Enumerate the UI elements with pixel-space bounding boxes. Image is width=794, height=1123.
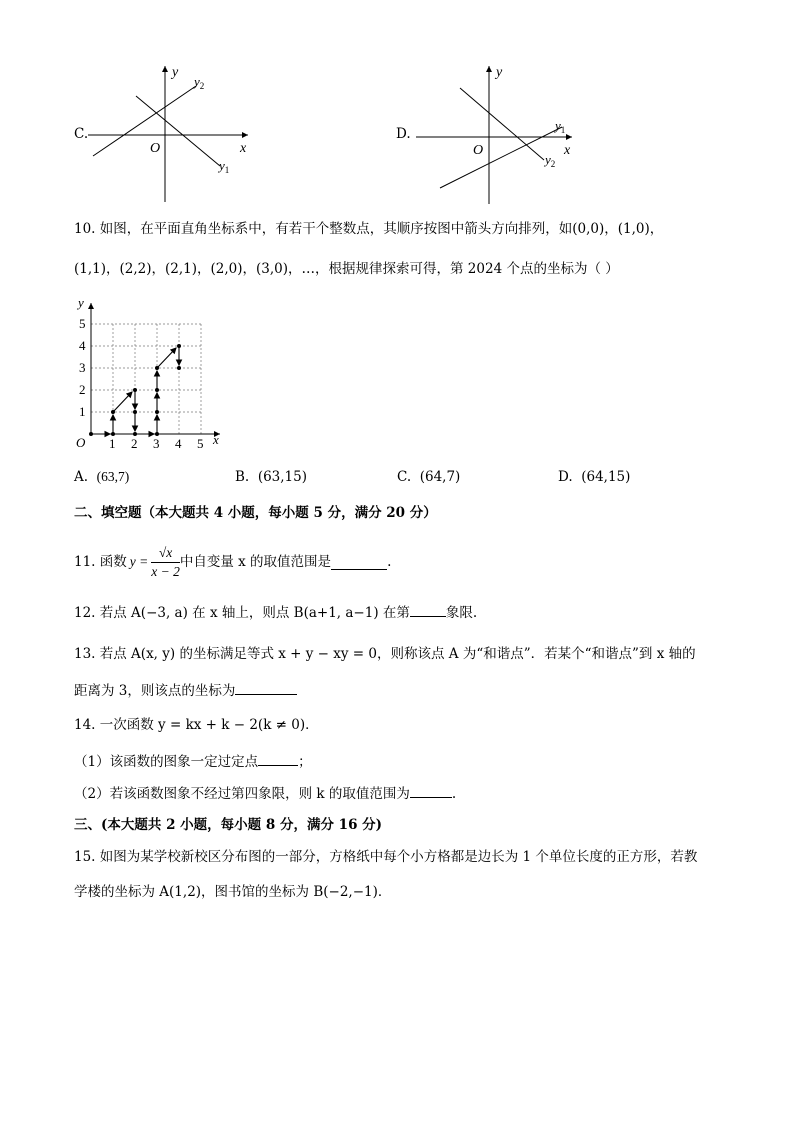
- y1-label: $y_1$: [219, 158, 230, 175]
- q13-line1: 13. 若点 A(x, y) 的坐标满足等式 x + y − xy = 0，则称该点 A 为“和谐点”．若某个“和谐点”到 x 轴的: [74, 646, 696, 662]
- q14-part2-blank[interactable]: [410, 783, 452, 798]
- y2-label: $y_2$: [545, 152, 556, 169]
- option-c-graph: [88, 60, 258, 210]
- line-y1: [136, 96, 220, 166]
- q10-graph: [72, 293, 232, 453]
- q10-option-a[interactable]: A. (63,7): [74, 469, 130, 485]
- q14-part1: （1）该函数的图象一定过定点 ；: [74, 751, 312, 772]
- x-tick-labels: [109, 436, 204, 451]
- origin-label: O: [150, 141, 161, 156]
- q10-option-c[interactable]: C. (64,7): [397, 469, 461, 485]
- q14-stem: 14. 一次函数 y = kx + k − 2(k ≠ 0)．: [74, 717, 319, 733]
- q14-part2: （2）若该函数图象不经过第四象限，则 k 的取值范围为 .: [74, 783, 456, 804]
- q11-fraction: $\frac{√x}{x - 2}$: [151, 544, 180, 579]
- origin-label: O: [76, 435, 86, 450]
- q12: 12. 若点 A(−3, a) 在 x 轴上，则点 B(a+1, a−1) 在第 象限.: [74, 602, 477, 623]
- y-axis-label: y: [496, 65, 503, 80]
- svg-text:4: 4: [79, 338, 86, 353]
- svg-text:3: 3: [153, 436, 160, 451]
- q11-prefix: 11. 函数: [74, 554, 127, 570]
- q13-line2: 距离为 3，则该点的坐标为: [74, 680, 297, 701]
- grid: [91, 324, 201, 434]
- q10-line1: 10. 如图，在平面直角坐标系中，有若干个整数点，其顺序按图中箭头方向排列，如(0,0)，(1,0)，: [74, 221, 664, 237]
- x-axis-label: x: [213, 432, 219, 447]
- y-tick-labels: [79, 316, 86, 419]
- x-axis-label: x: [564, 143, 571, 158]
- svg-text:5: 5: [197, 436, 204, 451]
- q15-line1: 15. 如图为某学校新校区分布图的一部分，方格纸中每个小方格都是边长为 1 个单位长度的正方形，若教: [74, 849, 698, 865]
- option-d-graph: [412, 60, 582, 210]
- svg-text:1: 1: [109, 436, 116, 451]
- q11-answer-blank[interactable]: [331, 555, 387, 570]
- y2-label: $y_2$: [194, 74, 205, 91]
- q14-part1-blank[interactable]: [258, 751, 298, 766]
- q11-y-eq: y =: [129, 554, 149, 569]
- y-axis-label: y: [172, 65, 179, 80]
- q13-answer-blank[interactable]: [235, 680, 297, 695]
- line-y2: [93, 86, 196, 156]
- line-y1: [440, 127, 562, 188]
- y1-label: $y_1$: [555, 118, 566, 135]
- q11-suffix: 中自变量 x 的取值范围是: [179, 554, 332, 570]
- x-axis-label: x: [240, 141, 247, 156]
- svg-text:1: 1: [79, 404, 86, 419]
- option-d-label: D.: [396, 126, 411, 142]
- origin-label: O: [473, 143, 484, 158]
- q10-line2: (1,1)，(2,2)，(2,1)，(2,0)，(3,0)，…，根据规律探索可得，第 2024 个点的坐标为（ ）: [74, 261, 619, 277]
- section3-heading: 三、(本大题共 2 小题，每小题 8 分，满分 16 分): [74, 817, 383, 833]
- svg-text:4: 4: [175, 436, 182, 451]
- svg-text:3: 3: [79, 360, 86, 375]
- option-c-label: C.: [74, 126, 89, 142]
- svg-text:5: 5: [79, 316, 86, 331]
- q11: 11. 函数 y = $\frac{√x}{x - 2}$ 中自变量 x 的取值范围是 .: [74, 544, 392, 579]
- svg-text:2: 2: [79, 382, 86, 397]
- q12-answer-blank[interactable]: [410, 602, 446, 617]
- q10-option-d[interactable]: D. (64,15): [558, 469, 631, 485]
- y-axis-label: y: [78, 295, 84, 310]
- q10-option-b[interactable]: B. (63,15): [235, 469, 307, 485]
- svg-text:2: 2: [131, 436, 138, 451]
- q15-line2: 学楼的坐标为 A(1,2)，图书馆的坐标为 B(−2,−1)．: [74, 884, 392, 900]
- section2-heading: 二、填空题（本大题共 4 小题，每小题 5 分，满分 20 分）: [74, 505, 437, 521]
